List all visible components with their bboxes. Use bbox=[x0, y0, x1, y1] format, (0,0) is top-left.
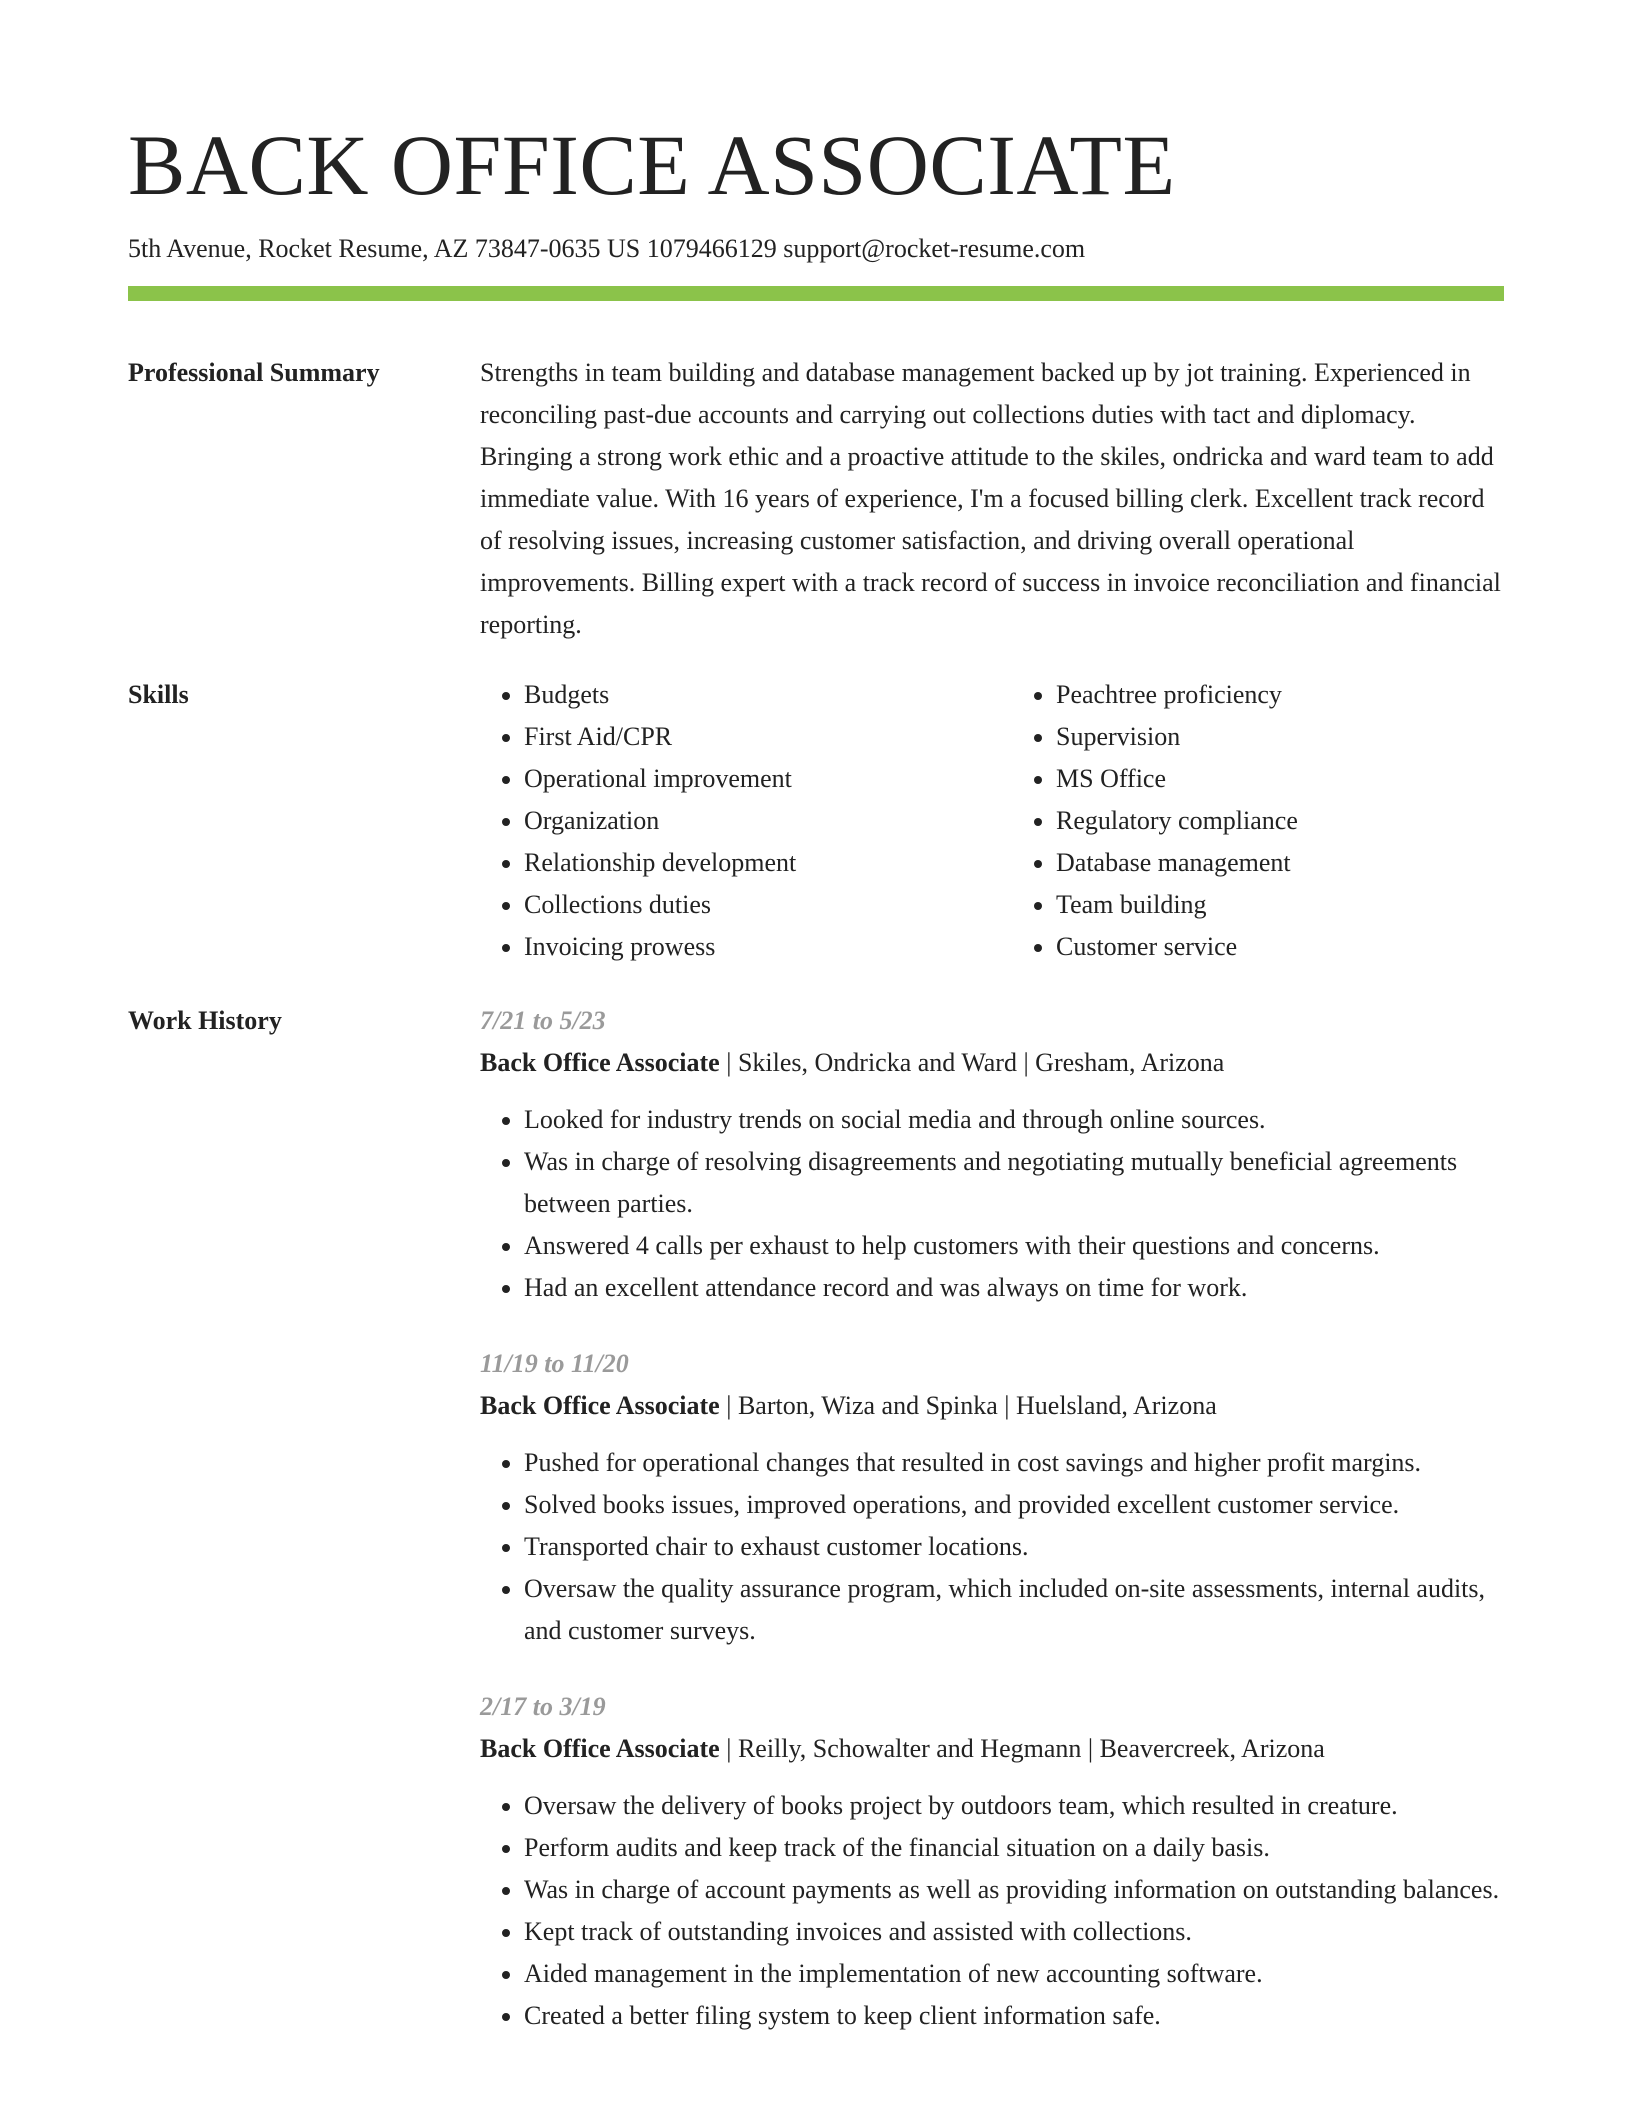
job-bullet: • Oversaw the delivery of books project by outdoors team, which resulted in creature. bbox=[524, 1785, 1504, 1827]
job-heading bbox=[480, 1385, 1504, 1427]
job-bullet: • Pushed for operational changes that resulted in cost savings and higher profit margins. bbox=[524, 1442, 1504, 1484]
skills-list-left bbox=[480, 674, 972, 968]
skills-list-right bbox=[1012, 674, 1504, 968]
job-details: | Skiles, Ondricka and Ward | Gresham, Arizona bbox=[719, 1048, 1225, 1077]
skill-item: • Operational improvement bbox=[524, 758, 972, 800]
job-title: Back Office Associate bbox=[480, 1048, 720, 1077]
job-bullets bbox=[480, 1099, 1504, 1309]
job-dates: 11/19 to 11/20 bbox=[480, 1349, 629, 1378]
job-dates: 7/21 to 5/23 bbox=[480, 1006, 606, 1035]
summary-text: Strengths in team building and database management backed up by jot training. Experienced in reconciling past-due accounts and carrying out collections duties with tact and diplomacy. Bringing a strong work ethic and a proactive attitude to the skiles, ondricka and ward team to add immediate value. With 16 years of experience, I'm a focused billing clerk. Excellent track record of resolving issues, increasing customer satisfaction, and driving overall operational improvements. Billing expert with a track record of success in invoice reconciliation and financial reporting. bbox=[480, 358, 1501, 639]
skill-item: • Peachtree proficiency bbox=[1056, 674, 1504, 716]
skill-item: • Database management bbox=[1056, 842, 1504, 884]
job-title: Back Office Associate bbox=[480, 1391, 720, 1420]
job-heading bbox=[480, 1728, 1504, 1770]
skill-item: • First Aid/CPR bbox=[524, 716, 972, 758]
skill-item: • Team building bbox=[1056, 884, 1504, 926]
job-bullet: • Was in charge of resolving disagreements and negotiating mutually beneficial agreements between parties. bbox=[524, 1141, 1504, 1225]
job-bullets bbox=[480, 1442, 1504, 1652]
skill-item: • Customer service bbox=[1056, 926, 1504, 968]
job-title: Back Office Associate bbox=[480, 1734, 720, 1763]
job-bullet: • Looked for industry trends on social media and through online sources. bbox=[524, 1099, 1504, 1141]
skill-item: • Organization bbox=[524, 800, 972, 842]
skill-item: • Budgets bbox=[524, 674, 972, 716]
job-bullet: • Perform audits and keep track of the financial situation on a daily basis. bbox=[524, 1827, 1504, 1869]
job-bullet: • Oversaw the quality assurance program, which included on-site assessments, internal audits, and customer surveys. bbox=[524, 1568, 1504, 1652]
job-bullet: • Had an excellent attendance record and was always on time for work. bbox=[524, 1267, 1504, 1309]
section-title-work-history: Work History bbox=[128, 1006, 282, 1035]
skill-item: • MS Office bbox=[1056, 758, 1504, 800]
job-bullet: • Was in charge of account payments as well as providing information on outstanding balances. bbox=[524, 1869, 1504, 1911]
skill-item: • Collections duties bbox=[524, 884, 972, 926]
job-bullet: • Transported chair to exhaust customer locations. bbox=[524, 1526, 1504, 1568]
accent-divider bbox=[128, 286, 1504, 301]
job-bullet: • Answered 4 calls per exhaust to help customers with their questions and concerns. bbox=[524, 1225, 1504, 1267]
job-bullet: • Aided management in the implementation of new accounting software. bbox=[524, 1953, 1504, 1995]
job-bullet: • Kept track of outstanding invoices and assisted with collections. bbox=[524, 1911, 1504, 1953]
job-details: | Barton, Wiza and Spinka | Huelsland, Arizona bbox=[719, 1391, 1217, 1420]
section-title-professional-summary: Professional Summary bbox=[128, 358, 380, 387]
job-details: | Reilly, Schowalter and Hegmann | Beavercreek, Arizona bbox=[719, 1734, 1325, 1763]
job-entry bbox=[480, 1000, 1504, 1309]
job-dates: 2/17 to 3/19 bbox=[480, 1692, 606, 1721]
contact-info: 5th Avenue, Rocket Resume, AZ 73847-0635 US 1079466129 support@rocket-resume.com bbox=[128, 234, 1086, 263]
skill-item: • Supervision bbox=[1056, 716, 1504, 758]
resume-name: BACK OFFICE ASSOCIATE bbox=[128, 117, 1176, 213]
job-entry bbox=[480, 1343, 1504, 1652]
job-bullet: • Created a better filing system to keep client information safe. bbox=[524, 1995, 1504, 2037]
job-heading bbox=[480, 1042, 1504, 1084]
skill-item: • Invoicing prowess bbox=[524, 926, 972, 968]
job-bullet: • Solved books issues, improved operations, and provided excellent customer service. bbox=[524, 1484, 1504, 1526]
section-title-skills: Skills bbox=[128, 680, 189, 709]
skill-item: • Relationship development bbox=[524, 842, 972, 884]
job-entry bbox=[480, 1686, 1504, 2037]
job-bullets bbox=[480, 1785, 1504, 2037]
skill-item: • Regulatory compliance bbox=[1056, 800, 1504, 842]
